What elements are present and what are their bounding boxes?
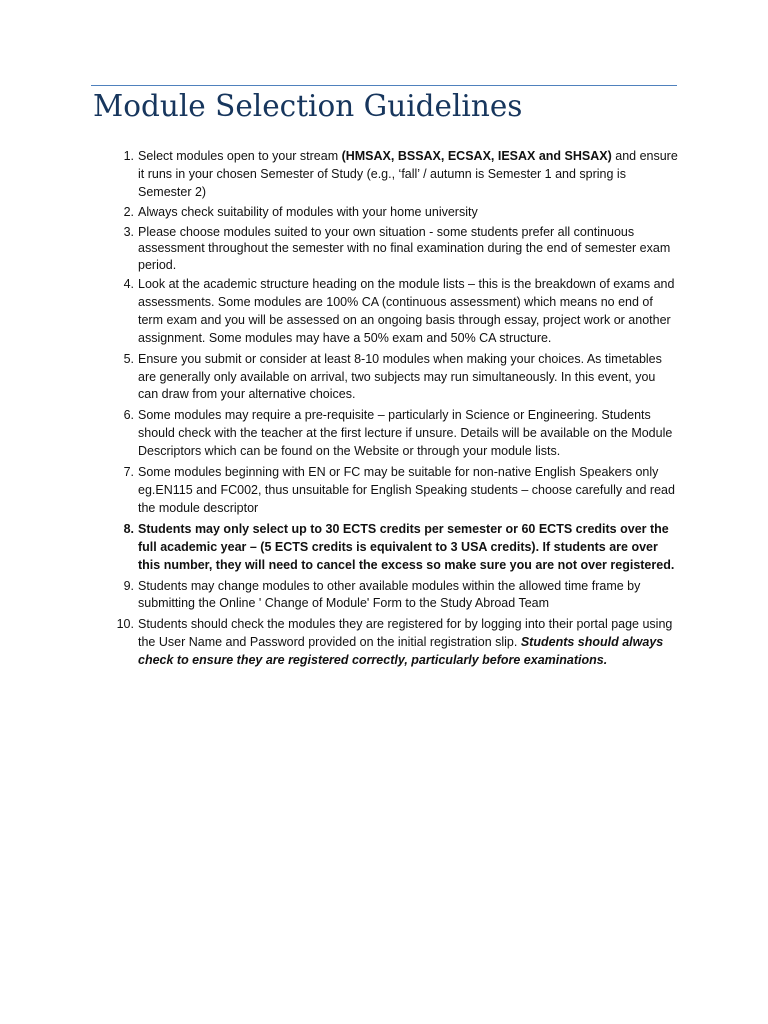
list-item-3: [123, 224, 678, 274]
item-number: 6.: [123, 408, 134, 423]
item-text: Always check suitability of modules with your home university: [138, 204, 478, 219]
item-text-bold-italic: Students should always check to ensure they are registered correctly, particularly before examinations.: [138, 635, 664, 668]
page-title: Module Selection Guidelines: [93, 89, 523, 123]
item-text: Please choose modules suited to your own situation - some students prefer all continuous assessment throughout the semester with no final examination during the end of semester exam period.: [138, 224, 671, 273]
list-item-4: [123, 276, 678, 348]
item-number: 10.: [116, 617, 134, 632]
item-text-bold: (HMSAX, BSSAX, ECSAX, IESAX and SHSAX): [341, 149, 612, 163]
item-text: Students may only select up to 30 ECTS credits per semester or 60 ECTS credits over the full academic year – (5 ECTS credits is equivalent to 3 USA credits). If students are over this number, they will need to cancel the excess so make sure you are not over registered.: [138, 521, 675, 572]
list-item-6: [123, 407, 678, 461]
list-item-2: [123, 204, 678, 222]
item-number: 2.: [123, 204, 134, 219]
item-text: Some modules may require a pre-requisite – particularly in Science or Engineering. Students should check with the teacher at the first lecture if unsure. Details will be available on the Module Descriptors which can be found on the Website or through your module lists.: [138, 408, 673, 459]
list-item-5: [123, 351, 678, 405]
item-number: 1.: [123, 149, 134, 163]
item-text: and ensure it runs in your chosen Semester of Study (e.g., ‘fall’ / autumn is Semester 1 and spring is Semester 2): [138, 149, 678, 199]
item-number: 8.: [123, 521, 134, 536]
item-number: 9.: [123, 578, 134, 593]
list-item-7: [123, 464, 678, 518]
item-number: 5.: [123, 351, 134, 366]
guidelines-list: [116, 148, 678, 672]
item-number: 7.: [123, 465, 134, 480]
item-number: 4.: [123, 277, 134, 292]
item-text: Some modules beginning with EN or FC may be suitable for non-native English Speakers only eg.EN115 and FC002, thus unsuitable for English Speaking students – choose carefully and read the module descriptor: [138, 465, 675, 515]
item-number: 3.: [123, 224, 134, 239]
item-text: Ensure you submit or consider at least 8-10 modules when making your choices. As timetables are generally only available on arrival, two subjects may run simultaneously. In this event, you can draw from your alternative choices.: [138, 351, 662, 402]
list-item-8: [123, 521, 678, 575]
list-item-10: [116, 616, 678, 670]
item-text: Students should check the modules they are registered for by logging into their portal page using the User Name and Password provided on the initial registration slip.: [138, 617, 673, 650]
item-text: Students may change modules to other available modules within the allowed time frame by submitting the Online ' Change of Module' Form to the Study Abroad Team: [138, 578, 641, 611]
item-text: Look at the academic structure heading on the module lists – this is the breakdown of exams and assessments. Some modules are 100% CA (continuous assessment) which means no end of term exam and you will be assessed on an ongoing basis through essay, project work or another assignment. Some modules may have a 50% exam and 50% CA structure.: [138, 277, 675, 345]
list-item-9: [123, 578, 678, 614]
list-item-1: [123, 148, 678, 202]
item-text: Select modules open to your stream: [138, 149, 342, 163]
